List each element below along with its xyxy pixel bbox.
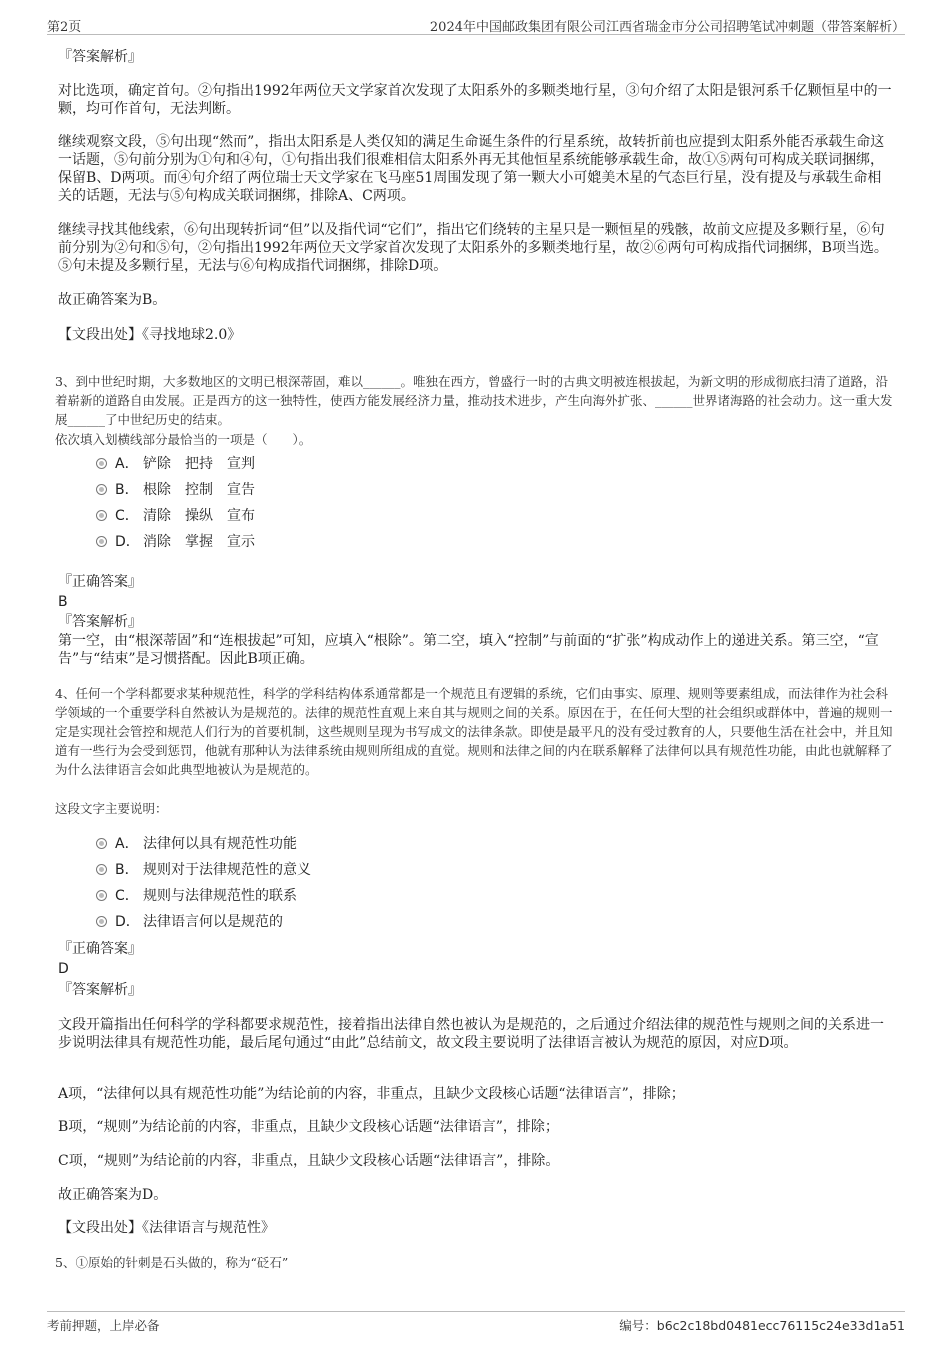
- radio-icon[interactable]: [96, 838, 107, 849]
- option-key: C．: [115, 508, 139, 524]
- q4-option-b[interactable]: [96, 861, 311, 879]
- q2-analysis-p1: 对比选项，确定首句。②句指出1992年两位天文学家首次发现了太阳系外的多颗类地行星，③句介绍了太阳是银河系千亿颗恒星中的一颗，均可作首句，无法判断。: [58, 83, 892, 117]
- page-header: [47, 14, 905, 35]
- page-footer: [47, 1311, 905, 1336]
- q3-prompt: 依次填入划横线部分最恰当的一项是（ ）。: [55, 432, 312, 447]
- option-key: A．: [115, 836, 139, 852]
- q4-answer-label: 『正确答案』: [58, 941, 142, 957]
- q2-analysis-label: 『答案解析』: [58, 49, 142, 65]
- q3-analysis-label: 『答案解析』: [58, 614, 142, 630]
- option-text: 规则与法律规范性的联系: [143, 888, 297, 904]
- q4-conclusion: 故正确答案为D。: [58, 1187, 168, 1203]
- q3-answer: B: [58, 594, 68, 610]
- option-key: D．: [115, 534, 140, 550]
- q3-option-b[interactable]: [96, 481, 255, 499]
- option-key: A．: [115, 456, 139, 472]
- radio-icon[interactable]: [96, 916, 107, 927]
- radio-icon[interactable]: [96, 458, 107, 469]
- q4-analysis-p1: 文段开篇指出任何科学的学科都要求规范性，接着指出法律自然也被认为是规范的，之后通过介绍法律的规范性与规则之间的关系进一步说明法律具有规范性功能，最后尾句通过“由此”总结前文，故文段主要说明了法律语言被认为规范的原因，对应D项。: [58, 1017, 884, 1051]
- q4-option-d[interactable]: [96, 913, 283, 931]
- option-text: 法律语言何以是规范的: [143, 914, 283, 930]
- q4-analysis-p3: B项，“规则”为结论前的内容，非重点，且缺少文段核心话题“法律语言”，排除；: [58, 1119, 559, 1135]
- q2-analysis-p3: 继续寻找其他线索，⑥句出现转折词“但”以及指代词“它们”，指出它们绕转的主星只是一颗恒星的残骸，故前文应提及多颗行星，⑥句前分别为②句和⑤句，②句指出1992年两位天文学家首次发现了太阳系外的多颗类地行星，故②⑥两句可构成指代词捆绑，B项当选。⑤句未提及多颗行星，无法与⑥句构成指代词捆绑，排除D项。: [58, 222, 888, 274]
- option-key: D．: [115, 914, 140, 930]
- radio-icon[interactable]: [96, 890, 107, 901]
- q3-option-d[interactable]: [96, 533, 255, 551]
- q4-source: 【文段出处】《法律语言与规范性》: [58, 1220, 275, 1236]
- footer-slogan: 考前押题，上岸必备: [47, 1318, 160, 1333]
- option-text: 法律何以具有规范性功能: [143, 836, 297, 852]
- footer-code: b6c2c18bd0481ecc76115c24e33d1a51: [656, 1318, 905, 1333]
- option-text: 铲除 把持 宣判: [143, 456, 255, 472]
- q4-analysis-p2: A项，“法律何以具有规范性功能”为结论前的内容，非重点，且缺少文段核心话题“法律语言”，排除；: [58, 1086, 685, 1102]
- q4-answer: D: [58, 961, 69, 977]
- q4-stem: 4、任何一个学科都要求某种规范性，科学的学科结构体系通常都是一个规范且有逻辑的系统，它们由事实、原理、规则等要素组成，而法律作为社会科学领域的一个重要学科自然被认为是规范的。法律的规范性直观上来自其与规则之间的关系。原因在于，在任何大型的社会组织或群体中，普遍的规则一定是实现社会管控和规范人们行为的首要机制，这些规则呈现为书写成文的法律条款。即使是最平凡的没有受过教育的人，只要他生活在社会中，并且知道有一些行为会受到惩罚，他就有那种认为法律系统由规则所组成的直觉。规则和法律之间的内在联系解释了法律何以具有规范性功能，由此也就解释了为什么法律语言会如此典型地被认为是规范的。: [55, 686, 893, 777]
- radio-icon[interactable]: [96, 510, 107, 521]
- q4-option-c[interactable]: [96, 887, 297, 905]
- document-title: 2024年中国邮政集团有限公司江西省瑞金市分公司招聘笔试冲刺题（带答案解析）: [429, 20, 905, 35]
- footer-code-label: 编号：: [619, 1318, 657, 1333]
- q4-prompt: 这段文字主要说明：: [55, 801, 168, 816]
- q4-option-a[interactable]: [96, 835, 297, 853]
- q2-analysis-p2: 继续观察文段，⑤句出现“然而”，指出太阳系是人类仅知的满足生命诞生条件的行星系统，故转折前也应提到太阳系外能否承载生命这一话题，⑤句前分别为①句和④句，①句指出我们很难相信太阳系外再无其他恒星系统能够承载生命，故①⑤两句可构成关联词捆绑，保留B、D两项。而④句介绍了两位瑞士天文学家在飞马座51周围发现了第一颗大小可媲美木星的气态巨行星，没有提及与承载生命相关的话题，无法与⑤句构成关联词捆绑，排除A、C两项。: [58, 134, 885, 204]
- option-key: C．: [115, 888, 139, 904]
- radio-icon[interactable]: [96, 536, 107, 547]
- q2-source: 【文段出处】《寻找地球2.0》: [58, 327, 242, 343]
- option-key: B．: [115, 482, 139, 498]
- q5-stem: 5、①原始的针刺是石头做的，称为“砭石”: [55, 1255, 289, 1270]
- q4-analysis-label: 『答案解析』: [58, 982, 142, 998]
- option-text: 消除 掌握 宣示: [143, 534, 255, 550]
- option-text: 规则对于法律规范性的意义: [143, 862, 311, 878]
- q3-analysis: 第一空，由“根深蒂固”和“连根拔起”可知，应填入“根除”。第二空，填入“控制”与前面的“扩张”构成动作上的递进关系。第三空，“宣告”与“结束”是习惯搭配。因此B项正确。: [58, 633, 879, 667]
- page-number: 第2页: [47, 20, 82, 35]
- q3-option-c[interactable]: [96, 507, 255, 525]
- option-text: 清除 操纵 宣布: [143, 508, 255, 524]
- q3-option-a[interactable]: [96, 455, 255, 473]
- option-text: 根除 控制 宣告: [143, 482, 255, 498]
- q3-stem: 3、到中世纪时期，大多数地区的文明已根深蒂固，难以______。唯独在西方，曾盛行一时的古典文明被连根拔起，为新文明的形成彻底扫清了道路，沿着崭新的道路自由发展。正是西方的这一独特性，使西方能发展经济力量，推动技术进步，产生向海外扩张、______世界诸海路的社会动力。这一重大发展______了中世纪历史的结束。: [55, 374, 893, 427]
- footer-code-block: [619, 1316, 905, 1334]
- q2-conclusion: 故正确答案为B。: [58, 292, 167, 308]
- q4-analysis-p4: C项，“规则”为结论前的内容，非重点，且缺少文段核心话题“法律语言”，排除。: [58, 1153, 560, 1169]
- radio-icon[interactable]: [96, 484, 107, 495]
- q3-answer-label: 『正确答案』: [58, 574, 142, 590]
- radio-icon[interactable]: [96, 864, 107, 875]
- option-key: B．: [115, 862, 139, 878]
